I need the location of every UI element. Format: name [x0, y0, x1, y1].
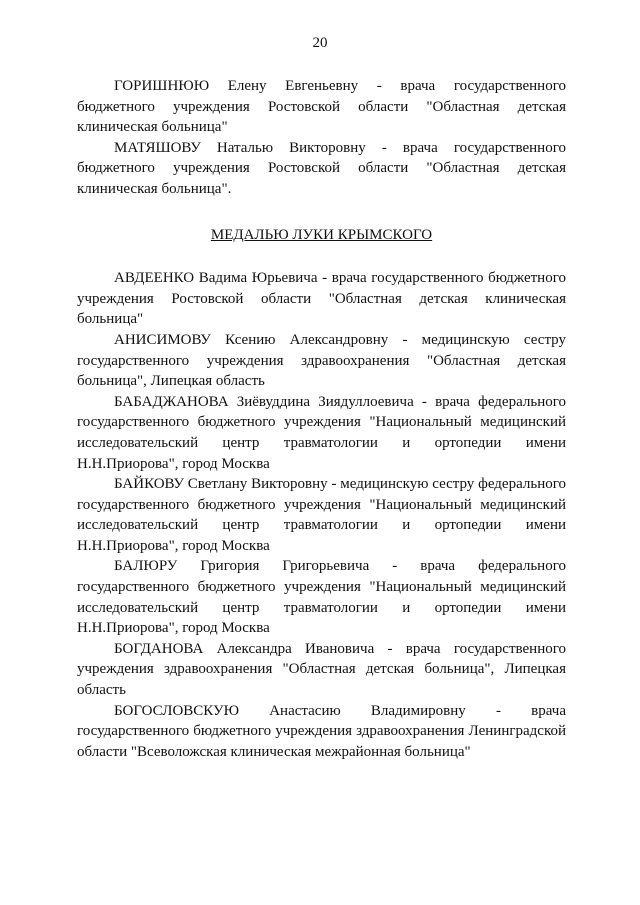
award-entry: АНИСИМОВУ Ксению Александровну - медицинскую сестру государственного учреждения здравоохранения "Областная детская больница", Липецкая область: [77, 331, 566, 390]
award-entry: АВДЕЕНКО Вадима Юрьевича - врача государственного бюджетного учреждения Ростовской области "Областная детская клиническая больница": [77, 270, 566, 328]
award-entry: БАЛЮРУ Григория Григорьевича - врача федерального государственного бюджетного учреждения "Национальный медицинский исследовательский центр травматологии и ортопедии имени Н.Н.Приорова", город Москва: [77, 558, 566, 637]
award-entry: МАТЯШОВУ Наталью Викторовну - врача государственного бюджетного учреждения Ростовской области "Областная детская клиническая больница".: [77, 139, 566, 197]
document-body: [77, 76, 566, 762]
award-entry: ГОРИШНЮЮ Елену Евгеньевну - врача государственного бюджетного учреждения Ростовской области "Областная детская клиническая больница": [77, 78, 566, 136]
award-entry: БОГОСЛОВСКУЮ Анастасию Владимировну - врача государственного бюджетного учреждения здравоохранения Ленинградской области "Всеволожская клиническая межрайонная больница": [77, 702, 566, 760]
award-entry: БАЙКОВУ Светлану Викторовну - медицинскую сестру федерального государственного бюджетного учреждения "Национальный медицинский исследовательский центр травматологии и ортопедии имени Н.Н.Приорова", город Москва: [77, 476, 566, 554]
award-entry: БАБАДЖАНОВА Зиёвуддина Зиядуллоевича - врача федерального государственного бюджетного учреждения "Национальный медицинский исследовательский центр травматологии и ортопедии имени Н.Н.Приорова", город Москва: [77, 393, 566, 472]
award-entry: БОГДАНОВА Александра Ивановича - врача государственного учреждения здравоохранения "Областная детская больница", Липецкая область: [77, 640, 566, 699]
section-title: МЕДАЛЬЮ ЛУКИ КРЫМСКОГО: [210, 226, 433, 243]
page-number: 20: [312, 35, 328, 51]
